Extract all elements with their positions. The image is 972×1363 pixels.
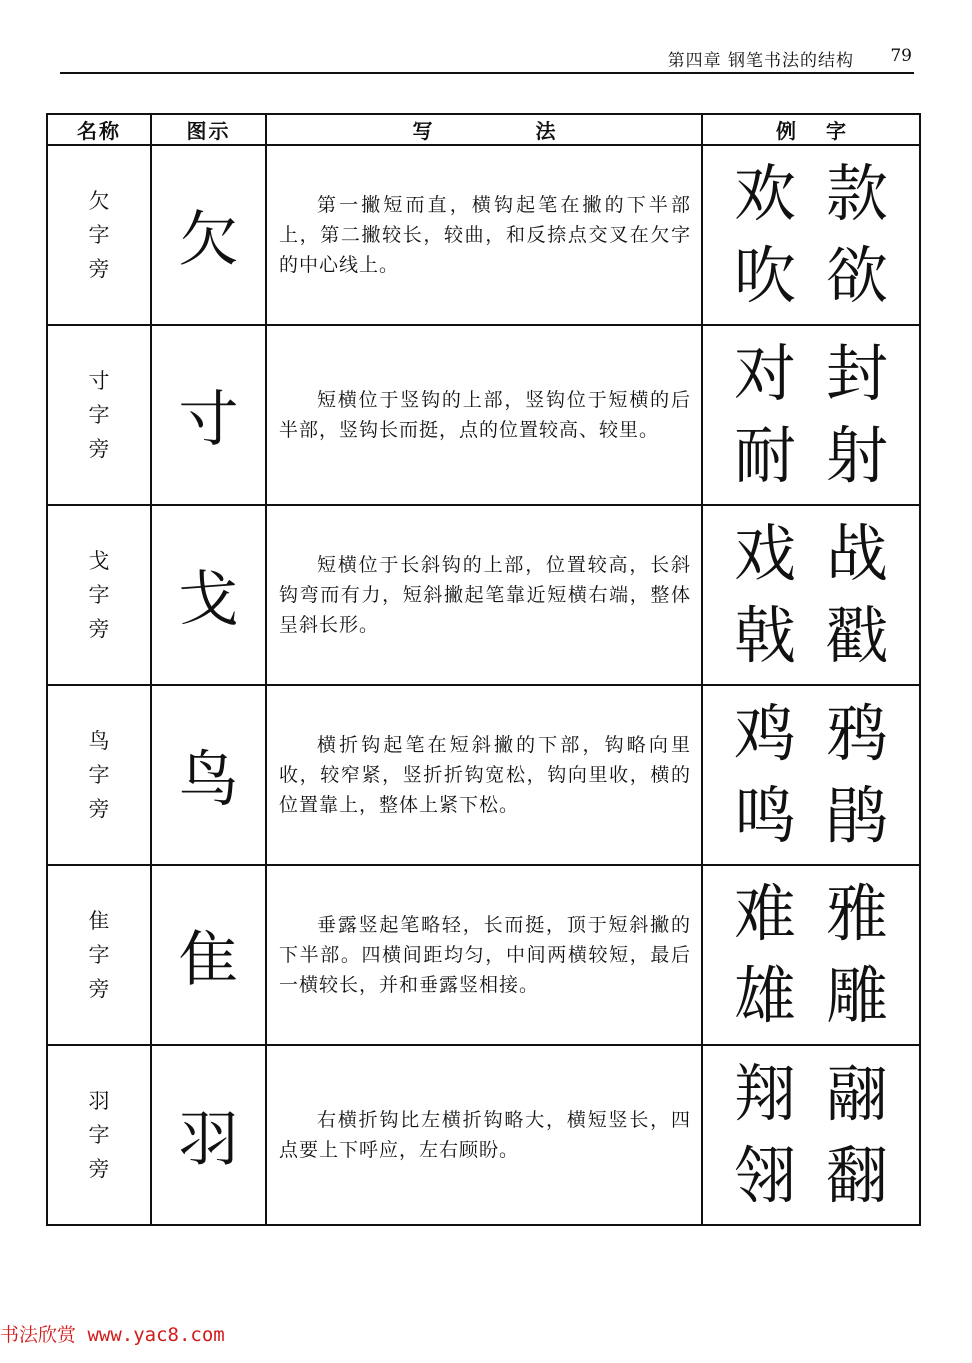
- example-char: 鸡: [733, 697, 796, 770]
- table-row: [47, 505, 920, 685]
- table-row: [47, 325, 920, 505]
- example-char: 难: [733, 877, 796, 950]
- column-header-name: 名称: [47, 114, 151, 145]
- radical-name: 隹字旁: [88, 909, 110, 1001]
- example-char: 戏: [733, 517, 796, 590]
- example-char: 款: [825, 157, 888, 230]
- radical-name: 欠字旁: [88, 189, 110, 281]
- examples-cell: [702, 145, 920, 325]
- method-cell: [266, 325, 702, 505]
- method-text: 右横折钩比左横折钩略大，横短竖长，四点要上下呼应，左右顾盼。: [279, 1109, 691, 1161]
- radical-glyph: 羽: [151, 1045, 266, 1225]
- radical-glyph: 寸: [151, 325, 266, 505]
- site-watermark: 书法欣赏 www.yac8.com: [0, 1324, 225, 1346]
- example-char: 翎: [733, 1139, 796, 1212]
- example-char: 翻: [825, 1139, 888, 1212]
- method-text: 第一撇短而直，横钩起笔在撇的下半部上，第二撇较长，较曲，和反捺点交叉在欠字的中心线上。: [279, 194, 691, 276]
- example-char: 吹: [733, 239, 796, 312]
- radical-name-cell: [47, 505, 151, 685]
- examples-cell: [702, 1045, 920, 1225]
- table-row: [47, 865, 920, 1045]
- radical-name-cell: [47, 865, 151, 1045]
- radical-glyph: 戈: [151, 505, 266, 685]
- example-char: 雕: [825, 959, 888, 1032]
- radical-name: 羽字旁: [88, 1089, 110, 1181]
- table-row: [47, 685, 920, 865]
- radical-name-cell: [47, 1045, 151, 1225]
- example-char: 欲: [825, 239, 888, 312]
- table-row: [47, 1045, 920, 1225]
- example-char: 战: [825, 517, 888, 590]
- radical-glyph: 隹: [151, 865, 266, 1045]
- column-header-method: [266, 114, 702, 145]
- example-char: 戟: [733, 599, 796, 672]
- radical-name-cell: [47, 685, 151, 865]
- example-char: 射: [825, 419, 888, 492]
- example-char: 欢: [733, 157, 796, 230]
- example-char: 耐: [733, 419, 796, 492]
- column-header-method-label: 写 法: [412, 119, 604, 143]
- method-text: 横折钩起笔在短斜撇的下部，钩略向里收，较窄紧，竖折折钩宽松，钩向里收，横的位置靠上，整体上紧下松。: [279, 734, 691, 816]
- table-row: [47, 145, 920, 325]
- example-char: 雄: [733, 959, 796, 1032]
- example-char: 戳: [825, 599, 888, 672]
- examples-cell: [702, 325, 920, 505]
- method-cell: [266, 865, 702, 1045]
- example-char: 翔: [733, 1057, 796, 1130]
- radical-table: [46, 113, 921, 1226]
- table-header-row: [47, 114, 920, 145]
- method-cell: [266, 505, 702, 685]
- radical-name: 鸟字旁: [88, 729, 110, 821]
- method-text: 短横位于长斜钩的上部，位置较高，长斜钩弯而有力，短斜撇起笔靠近短横右端，整体呈斜长形。: [279, 554, 691, 636]
- example-char: 封: [825, 337, 888, 410]
- radical-name-cell: [47, 145, 151, 325]
- radical-glyph: 鸟: [151, 685, 266, 865]
- example-char: 翮: [825, 1057, 888, 1130]
- column-header-diagram: 图示: [151, 114, 266, 145]
- example-char: 雅: [825, 877, 888, 950]
- example-char: 鸦: [825, 697, 888, 770]
- example-char: 鹃: [825, 779, 888, 852]
- column-header-examples: [702, 114, 920, 145]
- running-head: [60, 44, 914, 74]
- example-char: 对: [733, 337, 796, 410]
- radical-name: 戈字旁: [88, 549, 110, 641]
- column-header-examples-label: 例字: [776, 119, 876, 143]
- chapter-title: 第四章 钢笔书法的结构: [667, 51, 854, 71]
- radical-name-cell: [47, 325, 151, 505]
- page-number: 79: [890, 46, 912, 66]
- example-char: 鸣: [733, 779, 796, 852]
- method-text: 短横位于竖钩的上部，竖钩位于短横的后半部，竖钩长而挺，点的位置较高、较里。: [279, 389, 691, 441]
- examples-cell: [702, 685, 920, 865]
- method-cell: [266, 145, 702, 325]
- radical-glyph: 欠: [151, 145, 266, 325]
- examples-cell: [702, 505, 920, 685]
- method-cell: [266, 1045, 702, 1225]
- method-text: 垂露竖起笔略轻，长而挺，顶于短斜撇的下半部。四横间距均匀，中间两横较短，最后一横较长，并和垂露竖相接。: [279, 914, 691, 996]
- radical-name: 寸字旁: [88, 369, 110, 461]
- examples-cell: [702, 865, 920, 1045]
- method-cell: [266, 685, 702, 865]
